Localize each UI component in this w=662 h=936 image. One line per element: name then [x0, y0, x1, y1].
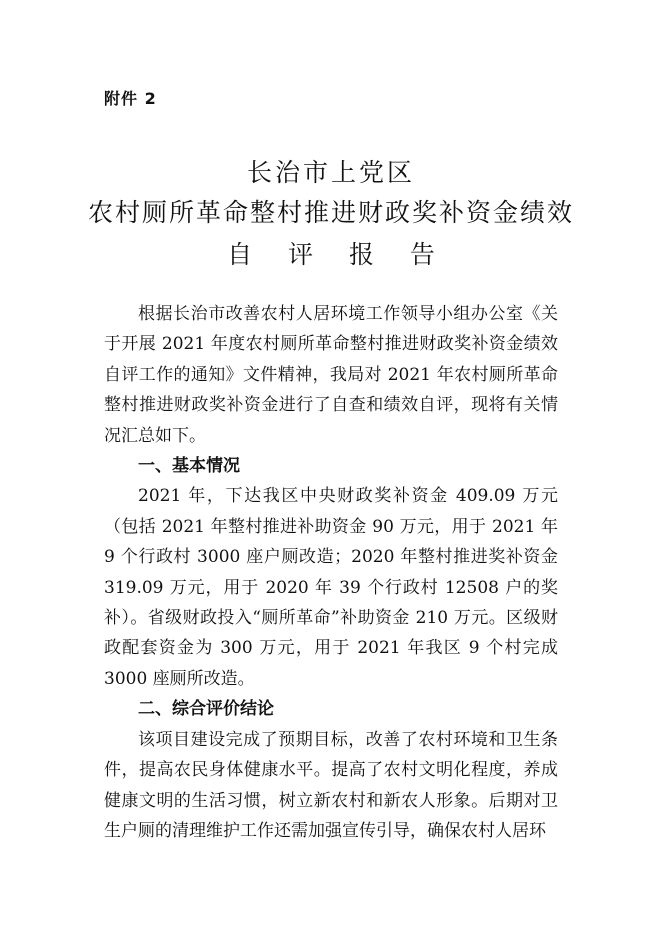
intro-paragraph: 根据长治市改善农村人居环境工作领导小组办公室《关于开展 2021 年度农村厕所革命整村推进财政奖补资金绩效自评工作的通知》文件精神，我局对 2021 年农村厕所革命整村推进财政奖补资金进行了自查和绩效自评，现将有关情况汇总如下。 — [104, 304, 558, 446]
section-heading-conclusion: 二、综合评价结论 — [138, 699, 274, 720]
section-paragraph-basic: 2021 年，下达我区中央财政奖补资金 409.09 万元（包括 2021 年整村推进补助资金 90 万元，用于 2021 年 9 个行政村 3000 座户厕改造；2020 年整村推进奖补资金 319.09 万元，用于 2020 年 39 个行政村 12508 户的奖补）。省级财政投入“厕所革命”补助资金 210 万元。区级财政配套资金为 300 万元，用于 2021 年我区 9 个村完成 3000 座厕所改造。 — [104, 486, 558, 689]
section-paragraph-conclusion: 该项目建设完成了预期目标，改善了农村环境和卫生条件，提高农民身体健康水平。提高了农村文明化程度，养成健康文明的生活习惯，树立新农村和新农人形象。后期对卫生户厕的清理维护工作还需加强宣传引导，确保农村人居环 — [104, 729, 558, 841]
section-heading-basic: 一、基本情况 — [138, 456, 240, 477]
title-line-1: 长治市上党区 — [246, 158, 415, 187]
attachment-label: 附件 2 — [104, 89, 157, 108]
title-line-2: 农村厕所革命整村推进财政奖补资金绩效 — [87, 198, 574, 227]
document-body — [104, 299, 558, 846]
title-line-3: 自 评 报 告 — [227, 240, 449, 269]
